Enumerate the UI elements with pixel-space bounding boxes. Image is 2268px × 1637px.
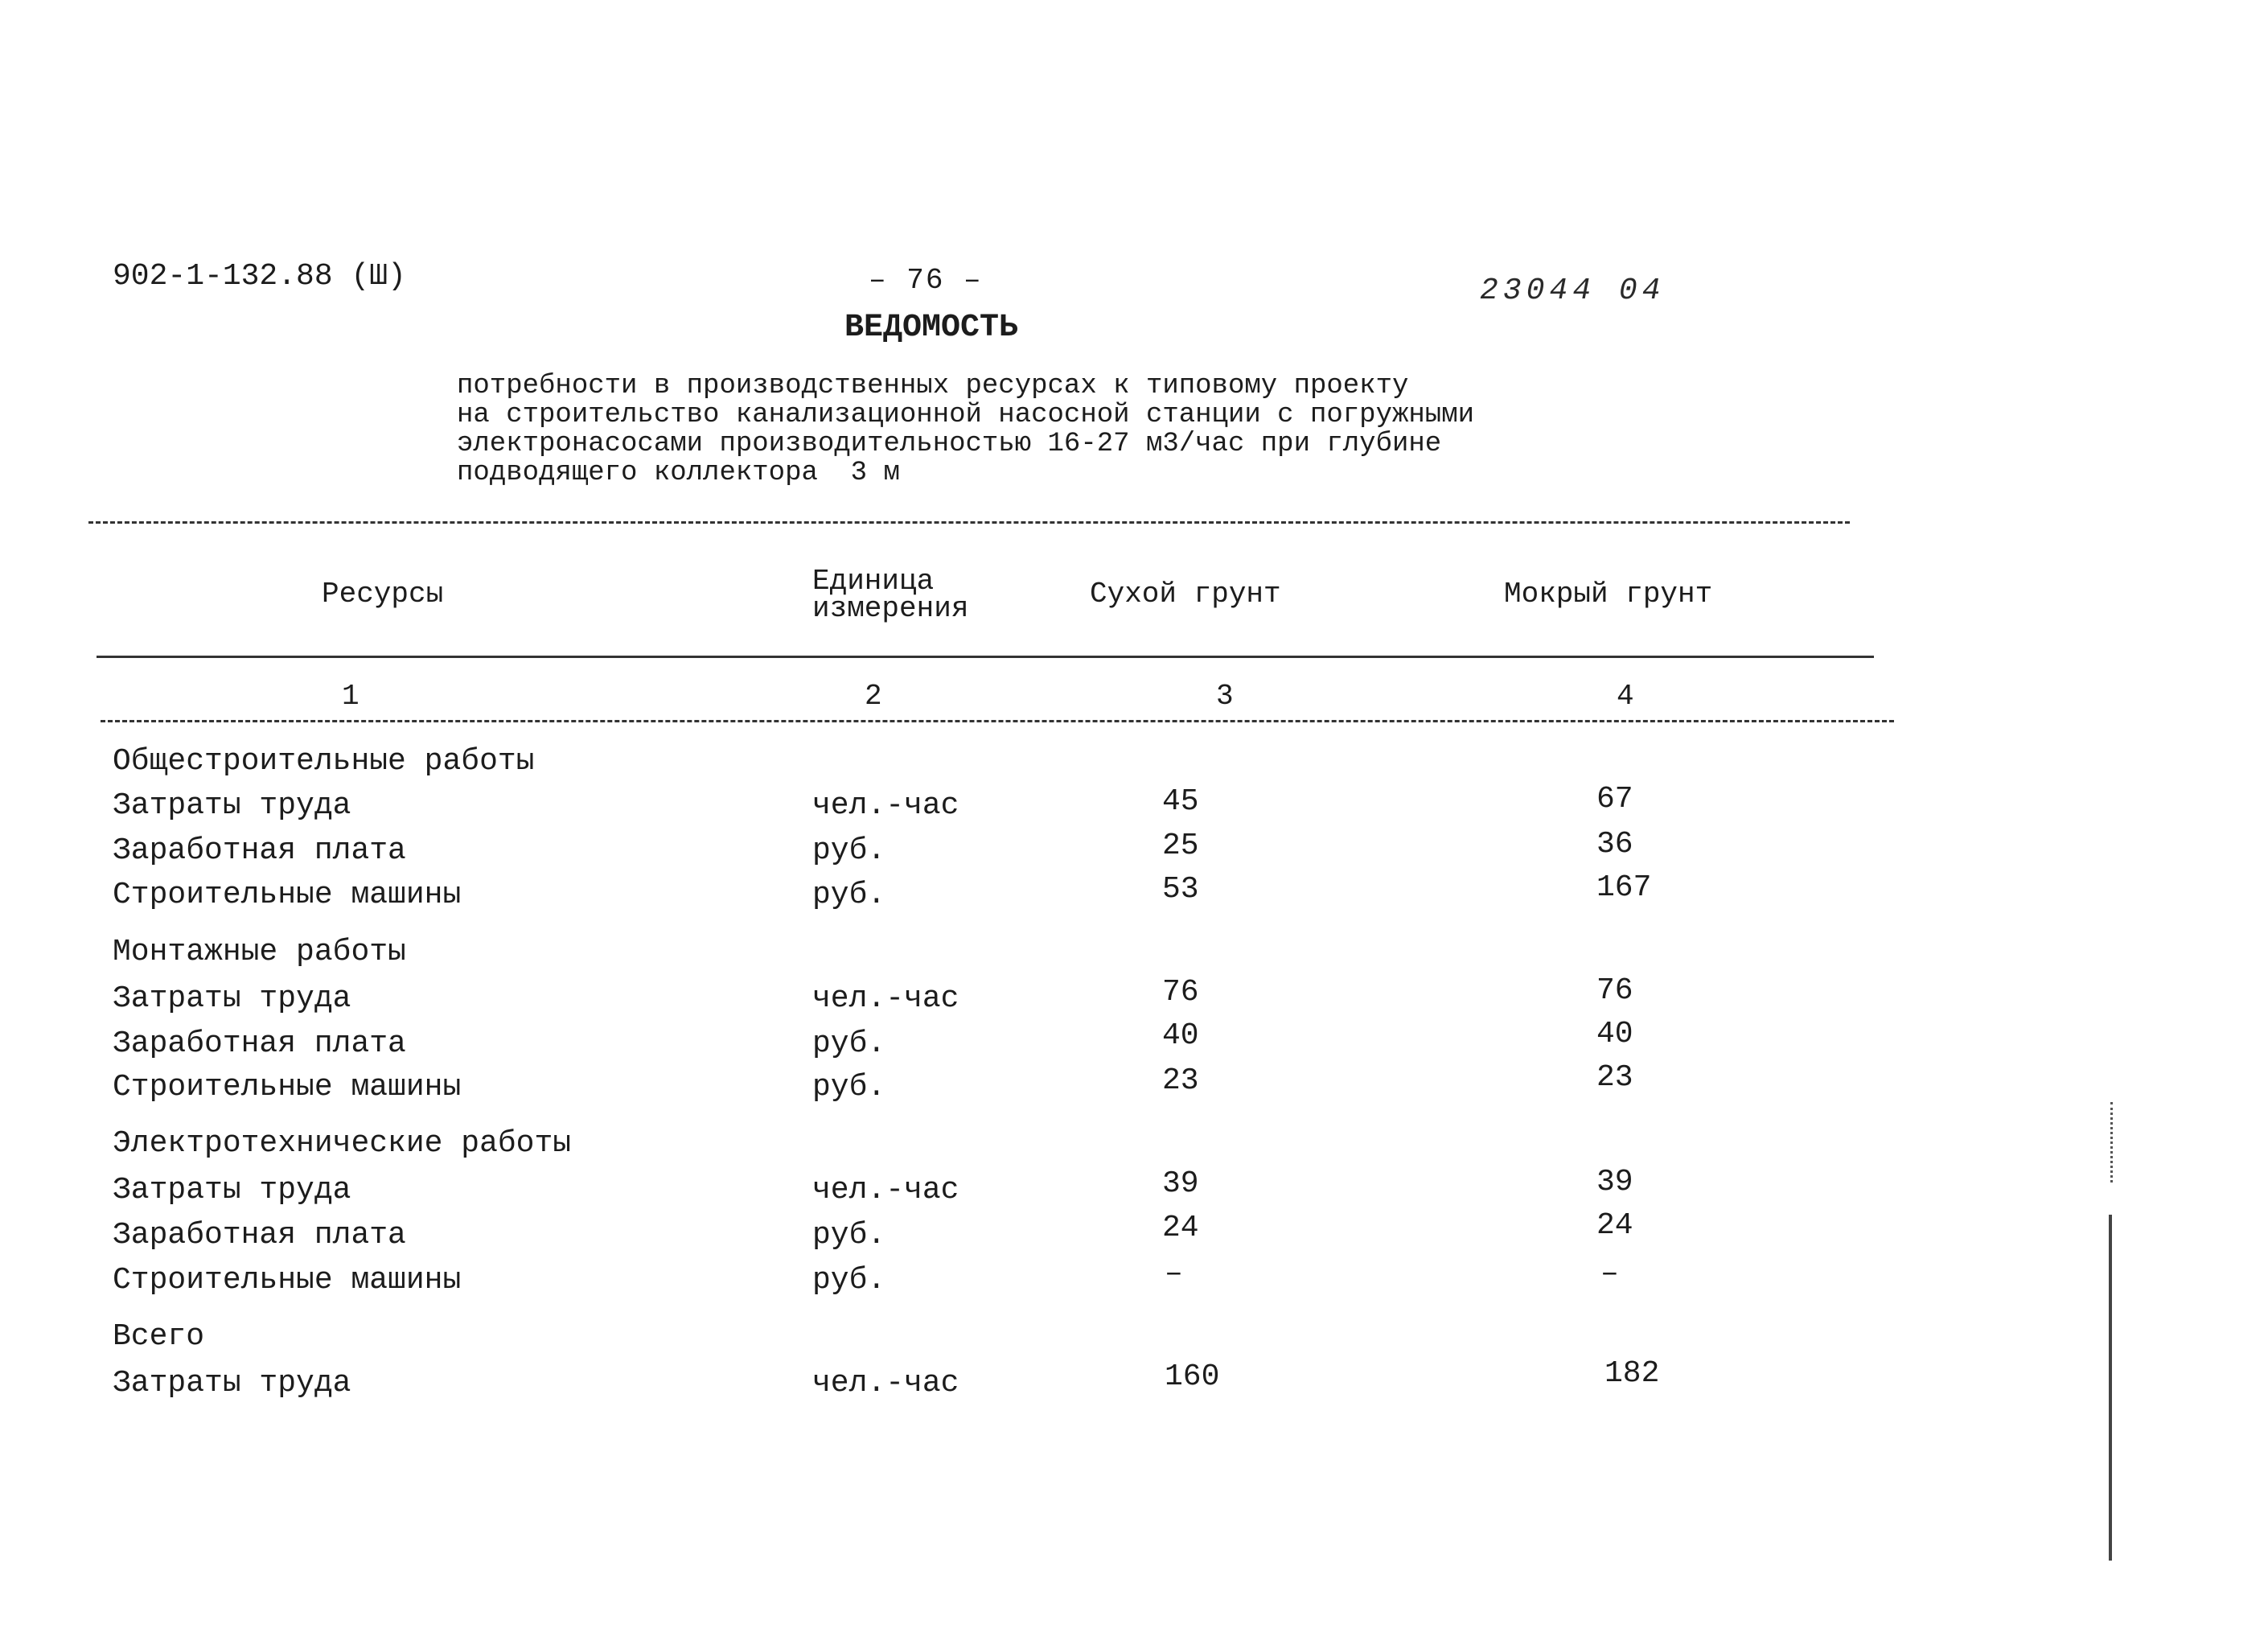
row-resource: Заработная плата bbox=[113, 833, 406, 868]
row-resource: Заработная плата bbox=[113, 1218, 406, 1252]
column-header-resources: Ресурсы bbox=[322, 578, 444, 611]
column-number-1: 1 bbox=[342, 680, 360, 713]
row-unit: чел.-час bbox=[812, 1173, 959, 1207]
row-wet-value: 182 bbox=[1604, 1356, 1660, 1391]
row-dry-value: 76 bbox=[1162, 975, 1199, 1010]
page-number: – 76 – bbox=[869, 264, 983, 297]
section-title: Общестроительные работы bbox=[113, 744, 535, 779]
row-unit: руб. bbox=[812, 1070, 886, 1104]
row-dry-value: 23 bbox=[1162, 1063, 1199, 1098]
row-resource: Затраты труда bbox=[113, 981, 351, 1016]
column-number-2: 2 bbox=[865, 680, 882, 713]
section-title: Электротехнические работы bbox=[113, 1126, 572, 1161]
row-unit: руб. bbox=[812, 833, 886, 868]
document-title: ВЕДОМОСТЬ bbox=[844, 310, 1019, 346]
row-wet-value: 167 bbox=[1596, 870, 1652, 905]
column-header-wet-soil: Мокрый грунт bbox=[1504, 578, 1713, 611]
binding-edge-line bbox=[2109, 1215, 2112, 1561]
row-wet-value: 39 bbox=[1596, 1165, 1633, 1199]
row-unit: руб. bbox=[812, 1218, 886, 1252]
row-wet-value: 24 bbox=[1596, 1208, 1633, 1243]
top-rule bbox=[88, 521, 1850, 524]
document-subtitle: потребности в производственных ресурсах к типовому проекту на строительство канализационной насосной станции с погружными электронасосами производительностью 16-27 м3/час при глубине подводящего коллектора 3 м bbox=[457, 371, 1475, 488]
row-resource: Затраты труда bbox=[113, 1366, 351, 1400]
row-dry-value: 45 bbox=[1162, 784, 1199, 819]
section-title: Монтажные работы bbox=[113, 935, 406, 969]
row-dry-value: 40 bbox=[1162, 1018, 1199, 1053]
row-resource: Затраты труда bbox=[113, 788, 351, 823]
row-resource: Строительные машины bbox=[113, 1070, 462, 1104]
row-unit: чел.-час bbox=[812, 788, 959, 823]
row-unit: чел.-час bbox=[812, 981, 959, 1016]
row-resource: Строительные машины bbox=[113, 878, 462, 912]
section-title: Всего bbox=[113, 1319, 205, 1354]
row-dry-value: 24 bbox=[1162, 1211, 1199, 1245]
row-dry-value: – bbox=[1165, 1257, 1183, 1291]
row-dry-value: 39 bbox=[1162, 1166, 1199, 1201]
row-unit: руб. bbox=[812, 878, 886, 912]
row-wet-value: 36 bbox=[1596, 827, 1633, 862]
row-wet-value: 67 bbox=[1596, 782, 1633, 816]
row-dry-value: 53 bbox=[1162, 872, 1199, 907]
row-wet-value: 23 bbox=[1596, 1060, 1633, 1095]
row-dry-value: 25 bbox=[1162, 829, 1199, 863]
header-rule bbox=[97, 656, 1874, 658]
row-unit: чел.-час bbox=[812, 1366, 959, 1400]
row-wet-value: – bbox=[1600, 1257, 1619, 1291]
margin-dots bbox=[2110, 1102, 2113, 1183]
document-code: 902-1-132.88 (Ш) bbox=[113, 259, 406, 294]
sheet-number: 23044 04 bbox=[1480, 274, 1666, 308]
column-number-3: 3 bbox=[1216, 680, 1234, 713]
row-resource: Строительные машины bbox=[113, 1263, 462, 1298]
row-unit: руб. bbox=[812, 1026, 886, 1061]
column-header-dry-soil: Сухой грунт bbox=[1090, 578, 1281, 611]
column-number-rule bbox=[101, 720, 1894, 722]
row-resource: Затраты труда bbox=[113, 1173, 351, 1207]
row-dry-value: 160 bbox=[1165, 1359, 1220, 1394]
row-wet-value: 76 bbox=[1596, 973, 1633, 1008]
row-resource: Заработная плата bbox=[113, 1026, 406, 1061]
row-wet-value: 40 bbox=[1596, 1017, 1633, 1051]
column-number-4: 4 bbox=[1617, 680, 1634, 713]
column-header-unit: Единица измерения bbox=[812, 565, 969, 625]
row-unit: руб. bbox=[812, 1263, 886, 1298]
